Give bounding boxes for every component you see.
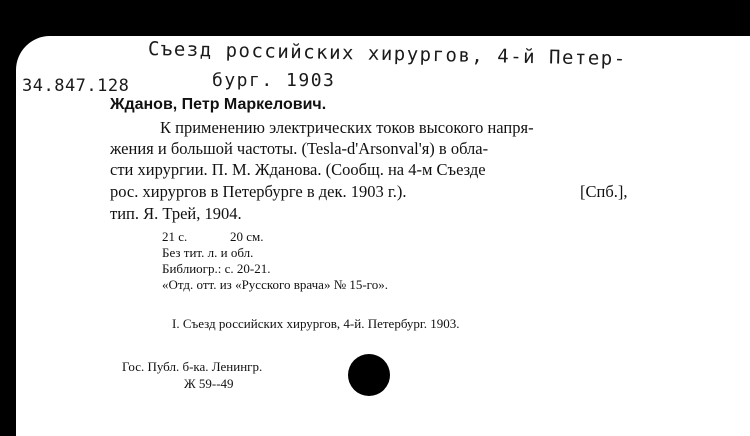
card-punch-hole <box>348 354 390 396</box>
author-heading: Жданов, Петр Маркелович. <box>110 96 327 113</box>
imprint-line: тип. Я. Трей, 1904. <box>110 204 242 223</box>
library-stamp-line-2: Ж 59--49 <box>184 376 234 391</box>
library-stamp-line-1: Гос. Публ. б-ка. Ленингр. <box>122 359 263 374</box>
title-line-3: сти хирургии. П. М. Жданова. (Сообщ. на 4-м Съезде <box>110 160 486 179</box>
title-line-1: К применению электрических токов высокого напря- <box>160 118 534 137</box>
subject-tracing: I. Съезд российских хирургов, 4-й. Петербург. 1903. <box>172 316 460 331</box>
handwritten-subject-note-continued: бург. 1903 <box>212 70 336 91</box>
handwritten-shelfmark: 34.847.128 <box>22 76 130 96</box>
collation-note: Без тит. л. и обл. <box>162 245 254 260</box>
place-of-publication: [Спб.], <box>580 182 628 201</box>
handwritten-subject-note: Съезд российских хирургов, 4-й Петер- <box>147 38 627 71</box>
title-line-2: жения и большой частоты. (Tesla-d'Arsonval'я) в обла- <box>110 139 489 158</box>
collation-note: Библиогр.: с. 20-21. <box>162 261 271 276</box>
collation-size: 20 см. <box>230 229 264 244</box>
collation-pages: 21 с. <box>162 229 188 244</box>
collation-note: «Отд. отт. из «Русского врача» № 15-го». <box>162 277 388 292</box>
title-line-4: рос. хирургов в Петербурге в дек. 1903 г.). <box>110 182 407 201</box>
